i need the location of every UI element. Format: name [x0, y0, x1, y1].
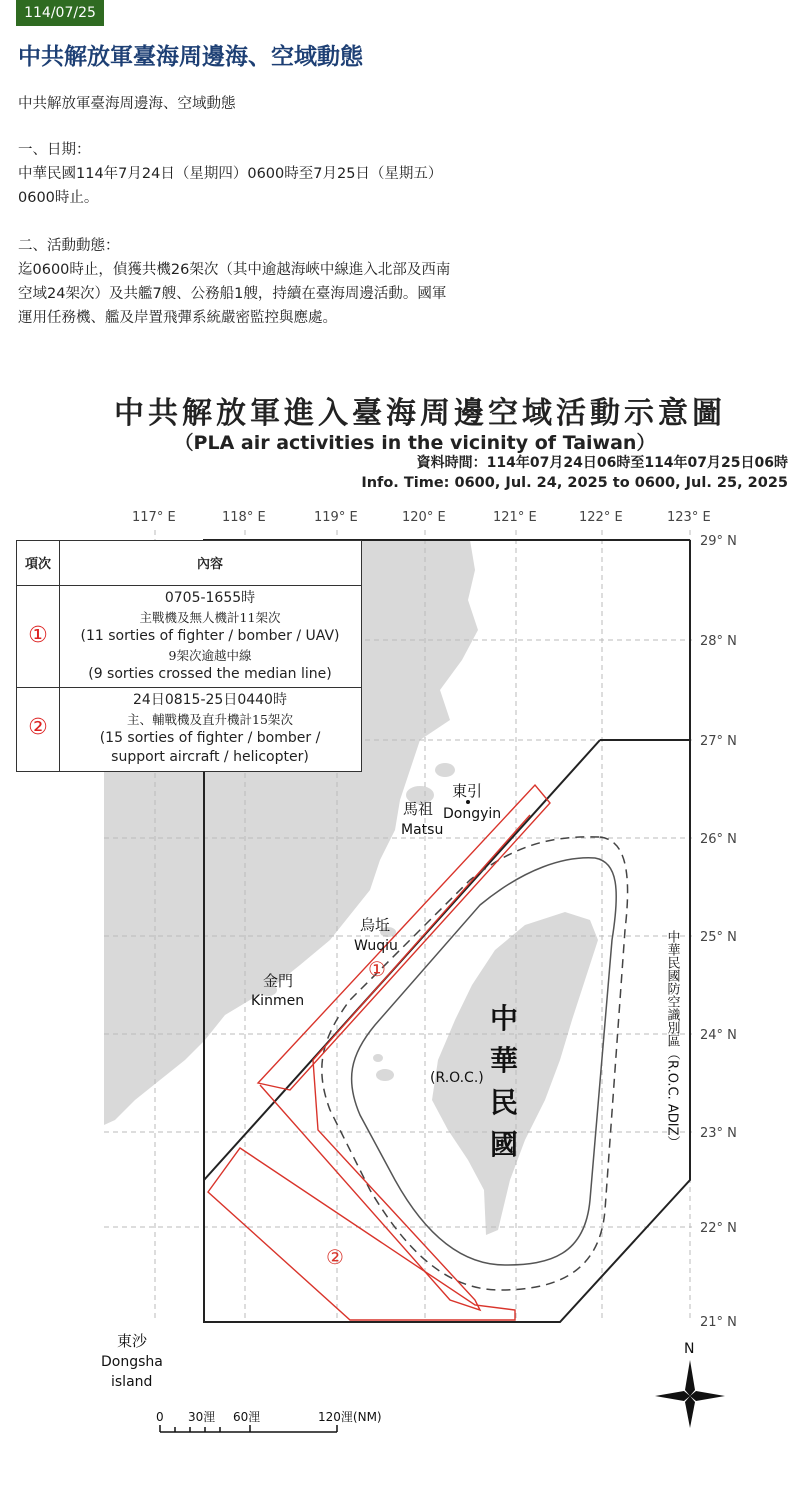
- date-badge: 114/07/25: [16, 0, 104, 26]
- lon-label: 123° E: [667, 510, 711, 525]
- map-title-en: （PLA air activities in the vicinity of Taiwan）: [174, 432, 656, 454]
- legend-row-1-cn: 主戰機及無人機計11架次: [139, 610, 281, 625]
- roc-label-en: (R.O.C.): [430, 1070, 484, 1086]
- zone-2-marker: ②: [326, 1245, 344, 1269]
- lat-label: 22° N: [700, 1221, 737, 1236]
- legend-row-1-marker: ①: [28, 623, 48, 648]
- kinmen-label-en: Kinmen: [251, 993, 305, 1009]
- kinmen-label-cn: 金門: [263, 972, 294, 990]
- lat-label: 24° N: [700, 1028, 737, 1043]
- wuqiu-label-en: Wuqiu: [354, 938, 398, 954]
- dongyin-dot: [466, 800, 470, 804]
- roc-char: 民: [490, 1086, 519, 1119]
- latitude-labels: [700, 534, 737, 1330]
- legend-row-2-time: 24日0815-25日0440時: [133, 692, 287, 708]
- legend-row-2-en2: support aircraft / helicopter): [111, 749, 309, 765]
- longitude-labels: [132, 510, 711, 525]
- legend-row-2-content: [61, 691, 359, 767]
- dongsha-label-en: Dongsha: [101, 1354, 163, 1370]
- lat-label: 21° N: [700, 1315, 737, 1330]
- scale-bar: [160, 1425, 337, 1432]
- page-title: 中共解放軍臺海周邊海、空域動態: [18, 44, 363, 70]
- legend-header-item: 項次: [24, 557, 51, 572]
- lat-label: 28° N: [700, 634, 737, 649]
- roc-char: 華: [490, 1044, 519, 1077]
- legend-row-2-cn: 主、輔戰機及直升機計15架次: [127, 712, 293, 727]
- lon-label: 120° E: [402, 510, 446, 525]
- scale-label: 120浬(NM): [318, 1410, 382, 1424]
- dongyin-label-en: Dongyin: [443, 806, 502, 822]
- zone-1-marker: ①: [368, 957, 386, 981]
- lon-label: 119° E: [314, 510, 358, 525]
- matsu-label-cn: 馬祖: [403, 800, 434, 818]
- wuqiu-label-cn: 烏坵: [360, 916, 391, 934]
- lon-label: 117° E: [132, 510, 176, 525]
- legend-table: [16, 540, 362, 772]
- roc-char: 中: [490, 1002, 519, 1035]
- scale-label: 30浬: [188, 1410, 216, 1424]
- info-time-en: Info. Time: 0600, Jul. 24, 2025 to 0600, Jul. 25, 2025: [361, 475, 788, 491]
- legend-column-divider: [59, 541, 60, 771]
- dongsha-label-en2: island: [111, 1374, 153, 1390]
- article-subtitle: 中共解放軍臺海周邊海、空域動態: [18, 96, 236, 112]
- legend-row-1-cn2: 9架次逾越中線: [168, 648, 252, 663]
- date-text: 中華民國114年7月24日（星期四）0600時至7月25日（星期五）0600時止。: [18, 166, 443, 206]
- map-title-cn: 中共解放軍進入臺海周邊空域活動示意圖: [114, 396, 726, 431]
- legend-row-1-content: [61, 589, 359, 684]
- legend-row-1-time: 0705-1655時: [164, 590, 256, 606]
- lon-label: 121° E: [493, 510, 537, 525]
- date-heading: 一、日期：: [18, 142, 91, 158]
- legend-row-2-en: (15 sorties of fighter / bomber /: [99, 730, 321, 746]
- scale-label: 60浬: [233, 1410, 261, 1424]
- legend-row-1-en: (11 sorties of fighter / bomber / UAV): [80, 628, 340, 644]
- activity-heading: 二、活動動態：: [18, 238, 120, 254]
- north-label: N: [684, 1341, 695, 1357]
- info-time-cn: 資料時間：114年07月24日06時至114年07月25日06時: [416, 455, 788, 471]
- lat-label: 25° N: [700, 930, 737, 945]
- lat-label: 23° N: [700, 1126, 737, 1141]
- legend-row-2-marker: ②: [28, 715, 48, 740]
- lat-label: 29° N: [700, 534, 737, 549]
- lon-label: 118° E: [222, 510, 266, 525]
- adiz-label: 中華民國防空識別區（R.O.C. ADIZ）: [664, 930, 680, 1149]
- legend-row-1-en2: (9 sorties crossed the median line): [88, 666, 332, 682]
- dongsha-label-cn: 東沙: [117, 1332, 148, 1350]
- lon-label: 122° E: [579, 510, 623, 525]
- legend-header-content: 內容: [196, 557, 223, 572]
- scale-label: 0: [156, 1410, 164, 1424]
- lat-label: 27° N: [700, 734, 737, 749]
- roc-char: 國: [490, 1128, 519, 1161]
- matsu-label-en: Matsu: [401, 822, 444, 838]
- legend-row-divider: [17, 687, 361, 688]
- north-arrow-icon: [655, 1341, 725, 1428]
- lat-label: 26° N: [700, 832, 737, 847]
- dongyin-label-cn: 東引: [452, 782, 483, 800]
- activity-text: 迄0600時止，偵獲共機26架次（其中逾越海峽中線進入北部及西南空域24架次）及共艦7艘、公務船1艘，持續在臺海周邊活動。國軍運用任務機、艦及岸置飛彈系統嚴密監控與應處。: [18, 262, 451, 326]
